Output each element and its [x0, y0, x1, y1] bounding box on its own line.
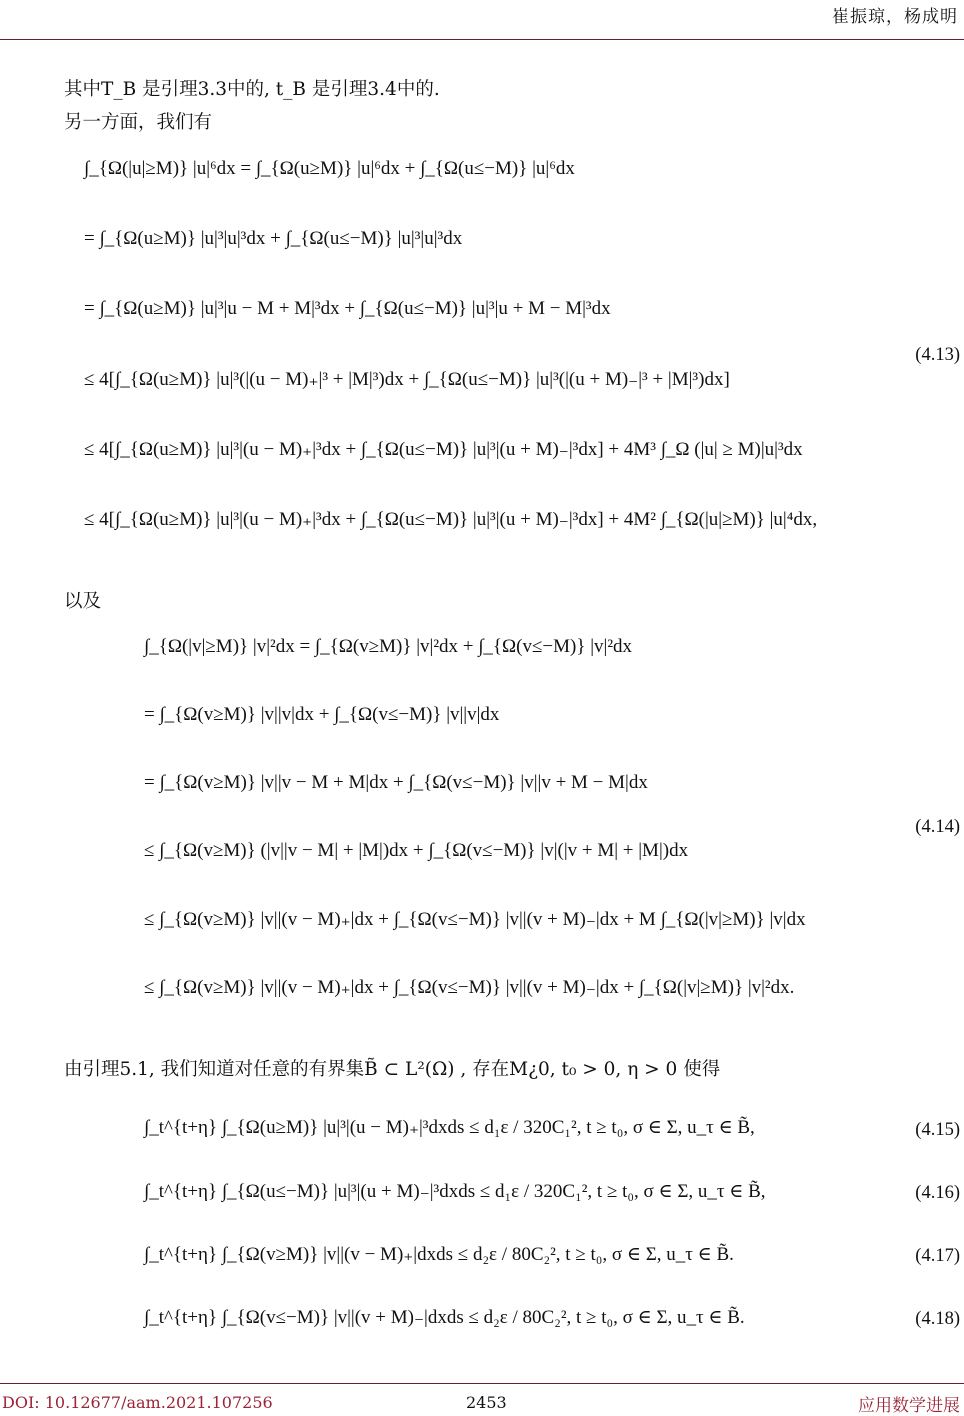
eq-4-14-line-1: ∫_{Ω(|v|≥M)} |v|²dx = ∫_{Ω(v≥M)} |v|²dx + ∫_{Ω(v≤−M)} |v|²dx [144, 636, 633, 657]
equation-number-4-15: (4.15) [915, 1120, 960, 1140]
text-line-2: 另一方面，我们有 [64, 112, 213, 133]
equation-number-4-16: (4.16) [915, 1183, 960, 1203]
equation-number-4-17: (4.17) [915, 1246, 960, 1266]
eq-4-13-line-6: ≤ 4[∫_{Ω(u≥M)} |u|³|(u − M)₊|³dx + ∫_{Ω(u≤−M)} |u|³|(u + M)₋|³dx] + 4M² ∫_{Ω(|u|≥M)} |u|⁴dx, [84, 509, 818, 530]
inequality-4-16: ∫_t^{t+η} ∫_{Ω(u≤−M)} |u|³|(u + M)₋|³dxds ≤ d₁ε / 320C₁², t ≥ t₀, σ ∈ Σ, u_τ ∈ B̃, [144, 1181, 766, 1202]
eq-4-14-line-3: = ∫_{Ω(v≥M)} |v||v − M + M|dx + ∫_{Ω(v≤−M)} |v||v + M − M|dx [144, 772, 648, 793]
eq-4-13-line-2: = ∫_{Ω(u≥M)} |u|³|u|³dx + ∫_{Ω(u≤−M)} |u|³|u|³dx [84, 228, 463, 249]
equation-number-4-13: (4.13) [915, 345, 960, 365]
inequality-4-18: ∫_t^{t+η} ∫_{Ω(v≤−M)} |v||(v + M)₋|dxds ≤ d₂ε / 80C₂², t ≥ t₀, σ ∈ Σ, u_τ ∈ B̃. [144, 1307, 745, 1328]
running-header-authors: 崔振琼，杨成明 [832, 7, 958, 27]
eq-4-13-line-3: = ∫_{Ω(u≥M)} |u|³|u − M + M|³dx + ∫_{Ω(u≤−M)} |u|³|u + M − M|³dx [84, 298, 611, 319]
inequality-4-15: ∫_t^{t+η} ∫_{Ω(u≥M)} |u|³|(u − M)₊|³dxds ≤ d₁ε / 320C₁², t ≥ t₀, σ ∈ Σ, u_τ ∈ B̃, [144, 1117, 755, 1138]
eq-4-14-line-6: ≤ ∫_{Ω(v≥M)} |v||(v − M)₊|dx + ∫_{Ω(v≤−M)} |v||(v + M)₋|dx + ∫_{Ω(|v|≥M)} |v|²dx. [144, 977, 795, 998]
eq-4-13-line-1: ∫_{Ω(|u|≥M)} |u|⁶dx = ∫_{Ω(u≥M)} |u|⁶dx + ∫_{Ω(u≤−M)} |u|⁶dx [84, 158, 575, 179]
eq-4-14-line-2: = ∫_{Ω(v≥M)} |v||v|dx + ∫_{Ω(v≤−M)} |v||v|dx [144, 704, 500, 725]
eq-4-13-line-5: ≤ 4[∫_{Ω(u≥M)} |u|³|(u − M)₊|³dx + ∫_{Ω(u≤−M)} |u|³|(u + M)₋|³dx] + 4M³ ∫_Ω (|u| ≥ M)|u|³dx [84, 439, 803, 460]
footer-journal-name: 应用数学进展 [858, 1396, 960, 1416]
footer-doi: DOI: 10.12677/aam.2021.107256 [2, 1393, 273, 1412]
eq-4-14-line-5: ≤ ∫_{Ω(v≥M)} |v||(v − M)₊|dx + ∫_{Ω(v≤−M)} |v||(v + M)₋|dx + M ∫_{Ω(|v|≥M)} |v|dx [144, 909, 806, 930]
text-line-1: 其中T_B 是引理3.3中的, t_B 是引理3.4中的. [64, 79, 440, 100]
header-rule [0, 39, 964, 40]
eq-4-14-line-4: ≤ ∫_{Ω(v≥M)} (|v||v − M| + |M|)dx + ∫_{Ω(v≤−M)} |v|(|v + M| + |M|)dx [144, 840, 689, 861]
eq-4-13-line-4: ≤ 4[∫_{Ω(u≥M)} |u|³(|(u − M)₊|³ + |M|³)dx + ∫_{Ω(u≤−M)} |u|³(|(u + M)₋|³ + |M|³)dx] [84, 369, 730, 390]
equation-number-4-18: (4.18) [915, 1309, 960, 1329]
text-line-4: 由引理5.1, 我们知道对任意的有界集B̃ ⊂ L²(Ω) , 存在M¿0, t₀ > 0, η > 0 使得 [64, 1059, 721, 1080]
footer-page-number: 2453 [466, 1393, 507, 1412]
inequality-4-17: ∫_t^{t+η} ∫_{Ω(v≥M)} |v||(v − M)₊|dxds ≤ d₂ε / 80C₂², t ≥ t₀, σ ∈ Σ, u_τ ∈ B̃. [144, 1244, 734, 1265]
footer-rule [0, 1383, 964, 1384]
equation-number-4-14: (4.14) [915, 817, 960, 837]
text-line-3: 以及 [64, 591, 102, 612]
